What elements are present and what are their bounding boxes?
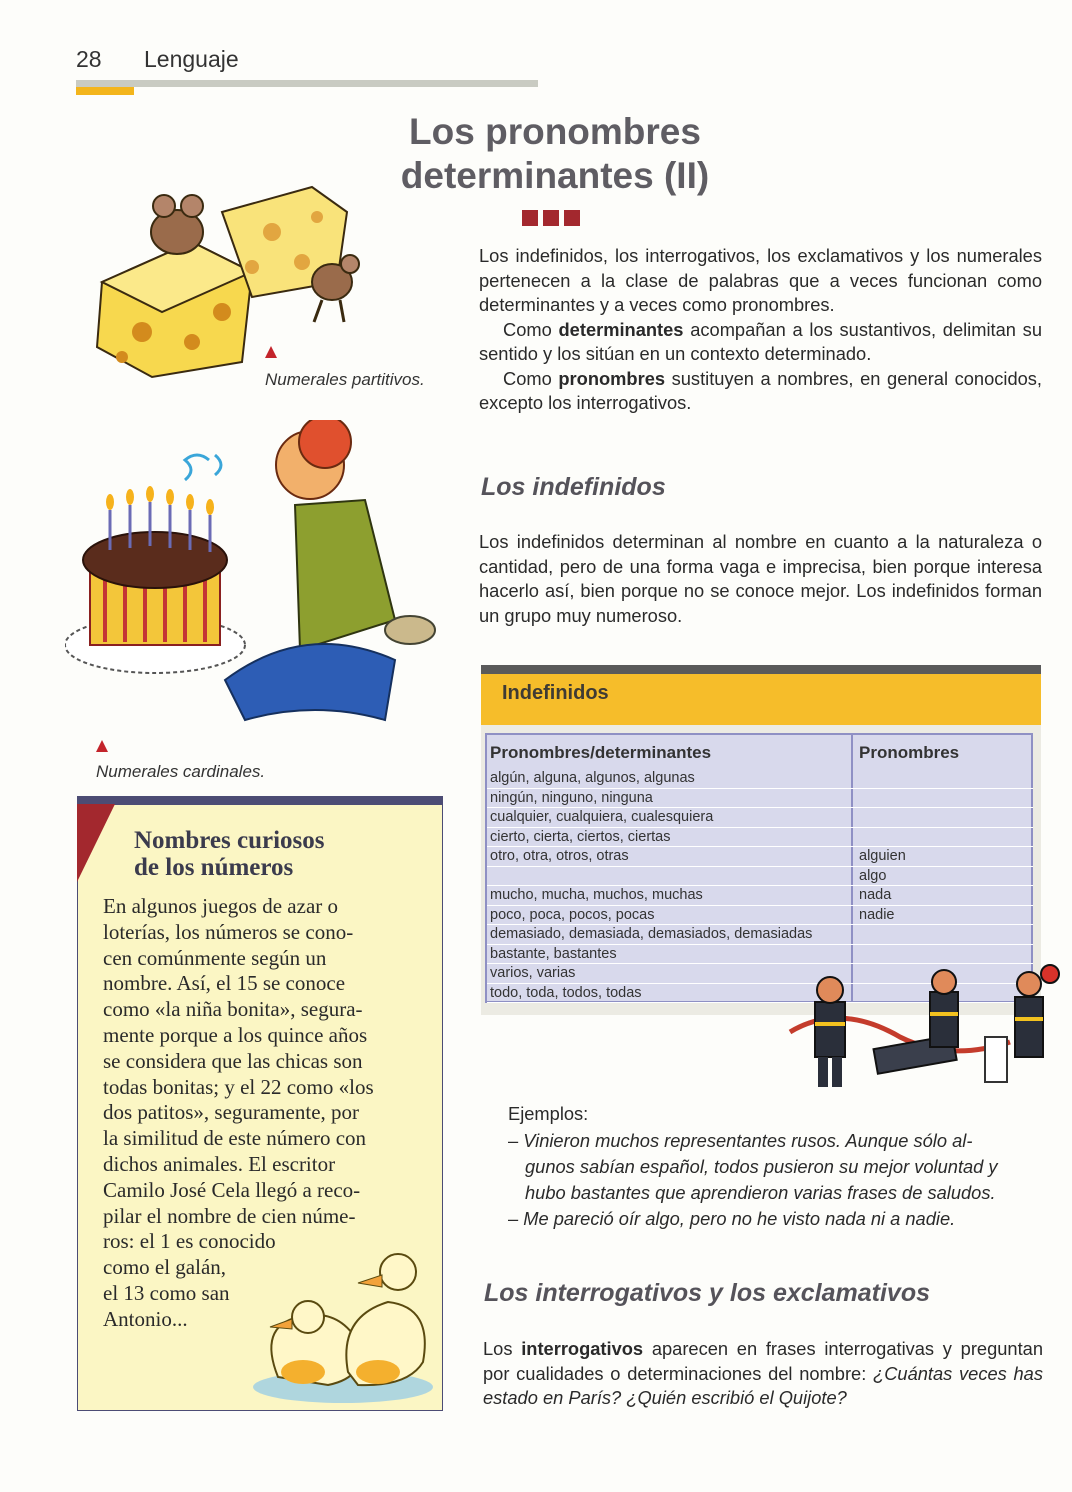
page-title <box>330 110 780 198</box>
firefighters-illustration <box>780 962 1070 1097</box>
sidebar-text-line: mente porque a los quince años <box>103 1022 368 1047</box>
interrogativos-text <box>483 1337 1043 1411</box>
header-accent <box>76 87 134 95</box>
sidebar-text-line: ros: el 1 es conocido <box>103 1229 276 1254</box>
sidebar-text-line: todas bonitas; y el 22 como «los <box>103 1074 374 1099</box>
title-line-1: Los pronombres <box>409 111 701 152</box>
caption-marker-cardinales <box>96 740 108 752</box>
sidebar-text-line: dichos animales. El escritor <box>103 1151 336 1176</box>
sidebar-text-line: pilar el nombre de cien núme- <box>103 1203 356 1228</box>
title-line-2: determinantes (II) <box>400 155 710 196</box>
example-2 <box>508 1206 955 1231</box>
intro-p3-post: sustituyen a nombres, en general conocidos, excepto los interrogativos. <box>479 367 1042 413</box>
intro-p2-bold: determinantes <box>558 318 684 340</box>
example-2-dash: – <box>508 1208 519 1229</box>
table-cell-col1: bastante, bastantes <box>490 945 617 962</box>
sidebar-title-line-1: Nombres curiosos <box>134 827 325 854</box>
example-1-dash: – <box>508 1130 519 1151</box>
sidebar-title <box>134 827 325 881</box>
table-cell-col2: algo <box>859 867 887 884</box>
intro-p1: Los indefinidos, los interrogativos, los exclamativos y los numerales pertenecen a la clase de palabras que a veces funcionan como determinantes y a veces como pronombres. <box>479 245 1042 315</box>
sidebar-text-line: Antonio... <box>103 1306 188 1331</box>
sidebar-corner-accent <box>77 804 117 884</box>
sidebar-text-line: la similitud de este número con <box>103 1126 367 1151</box>
cake-girl-illustration <box>65 420 445 750</box>
table-cell-col1: ningún, ninguno, ninguna <box>490 789 653 806</box>
interrogativos-bold: interrogativos <box>521 1338 644 1359</box>
sidebar-text-line: loterías, los números se cono- <box>103 919 354 944</box>
intro-p3 <box>479 367 1042 416</box>
table-cell-col1: otro, otra, otros, otras <box>490 848 629 864</box>
example-1-line-1 <box>508 1128 972 1153</box>
sidebar-text-line: se considera que las chicas son <box>103 1048 363 1073</box>
page-number: 28 <box>76 46 102 72</box>
interrogativos-heading: Los interrogativos y los exclamativos <box>484 1279 930 1307</box>
interrogativos-post: aparecen en frases interrogativas y preguntan por cualidades o determinaciones del nombre: <box>483 1338 1043 1384</box>
sidebar-text-line: como el galán, <box>103 1255 227 1280</box>
intro-text <box>479 244 1042 416</box>
table-cell-col1: todo, toda, todos, todas <box>490 984 642 1001</box>
header-rule <box>76 80 538 87</box>
example-1-line-3: hubo bastantes que aprendieron varias frases de saludos. <box>525 1182 996 1203</box>
caption-cardinales: Numerales cardinales. <box>96 762 266 781</box>
sidebar-text-line: En algunos juegos de azar o <box>103 894 339 918</box>
example-1-line-2: gunos sabían español, todos pusieron su mejor voluntad y <box>525 1156 998 1177</box>
example-1-text-1: Vinieron muchos representantes rusos. Aunque sólo al- <box>523 1130 973 1151</box>
ejemplos-label: Ejemplos: <box>508 1103 589 1124</box>
indefinidos-text: Los indefinidos determinan al nombre en cuanto a la naturaleza o cantidad, pero de una forma vaga e imprecisa, bien porque interesa hacerlo así, bien porque no se conoce mejor. Los indefinidos forman un grupo muy numeroso. <box>479 531 1042 626</box>
table-cell-col1: poco, poca, pocos, pocas <box>490 906 655 923</box>
table-top-rule <box>481 665 1041 674</box>
table-cell-col1: varios, varias <box>490 965 576 981</box>
sidebar-text-line: nombre. Así, el 15 se conoce <box>103 971 346 996</box>
decorative-squares <box>522 210 580 226</box>
interrogativos-examples: ¿Cuántas veces has estado en París? ¿Quién escribió el Quijote? <box>483 1362 1043 1408</box>
caption-partitivos: Numerales partitivos. <box>265 370 425 389</box>
table-cell-col1: cualquier, cualquiera, cualesquiera <box>490 809 714 825</box>
table-cell-col2: nada <box>859 887 892 903</box>
table-cell-col2: alguien <box>859 848 906 864</box>
sidebar-text-line: como «la niña bonita», segura- <box>103 997 363 1022</box>
table-cell-col2: nadie <box>859 906 895 923</box>
intro-p3-bold: pronombres <box>558 367 666 389</box>
section-name: Lenguaje <box>144 46 239 72</box>
table-header-col1: Pronombres/determinantes <box>490 743 712 762</box>
table-header-col2: Pronombres <box>859 743 960 762</box>
intro-p2 <box>479 318 1042 367</box>
ducks-illustration <box>248 1247 438 1407</box>
interrogativos-pre: Los <box>483 1338 522 1359</box>
intro-p2-pre: Como <box>503 318 559 340</box>
table-title: Indefinidos <box>502 682 609 704</box>
intro-p3-pre: Como <box>503 367 559 389</box>
table-cell-col1: mucho, mucha, muchos, muchas <box>490 887 703 903</box>
sidebar-title-line-2: de los números <box>134 854 294 881</box>
sidebar-text-line: cen comúnmente según un <box>103 945 327 970</box>
square-3 <box>564 210 580 226</box>
table-cell-col1: cierto, cierta, ciertos, ciertas <box>490 828 671 845</box>
example-2-text: Me pareció oír algo, pero no he visto nada ni a nadie. <box>523 1208 956 1229</box>
sidebar-top-rule <box>77 796 443 805</box>
caption-marker-partitivos <box>265 346 277 358</box>
square-2 <box>543 210 559 226</box>
table-cell-col1: demasiado, demasiada, demasiados, demasiadas <box>490 926 813 942</box>
sidebar-box <box>77 796 443 1411</box>
intro-p2-post: acompañan a los sustantivos, delimitan su sentido y los sitúan en un contexto determinado. <box>479 318 1042 364</box>
sidebar-text-line: dos patitos», seguramente, por <box>103 1100 360 1125</box>
square-1 <box>522 210 538 226</box>
sidebar-text-line: Camilo José Cela llegó a reco- <box>103 1177 361 1202</box>
mice-cheese-illustration <box>82 172 382 382</box>
sidebar-text-line: el 13 como san <box>103 1280 230 1305</box>
indefinidos-heading: Los indefinidos <box>481 473 666 501</box>
table-cell-col1: algún, alguna, algunos, algunas <box>490 770 695 786</box>
